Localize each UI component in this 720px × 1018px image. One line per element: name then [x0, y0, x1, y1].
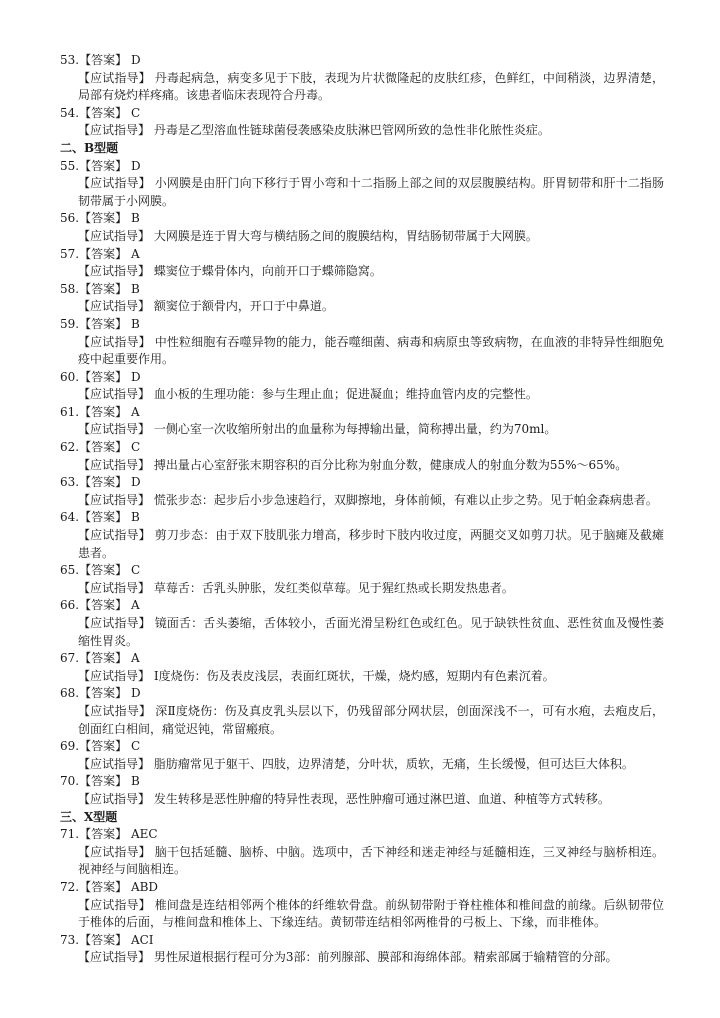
- guide-text: 脂肪瘤常见于躯干、四肢，边界清楚，分叶状，质软，无痛，生长缓慢，但可达巨大体积。: [153, 756, 634, 771]
- question-entry: [60, 474, 664, 509]
- answer-line: [60, 650, 664, 668]
- answer-label: 【答案】: [79, 404, 128, 419]
- answer-line: [60, 932, 664, 950]
- guide-line: [60, 756, 664, 774]
- guide-line: [60, 668, 664, 686]
- answer-label: 【答案】: [79, 53, 128, 67]
- question-entry: [60, 597, 664, 650]
- answer-label: 【答案】: [79, 158, 128, 173]
- question-entry: [60, 316, 664, 369]
- question-entry: [60, 879, 664, 932]
- answer-line: [60, 105, 664, 123]
- answer-label: 【答案】: [79, 686, 128, 701]
- answer-line: [60, 246, 664, 264]
- answer-line: [60, 404, 664, 422]
- answer-label: 【答案】: [79, 475, 128, 490]
- answer-line: [60, 439, 664, 457]
- answer-line: [60, 773, 664, 791]
- question-number: 63.: [60, 475, 80, 490]
- guide-label: 【应试指导】: [78, 791, 151, 806]
- answer-line: [60, 826, 664, 844]
- guide-text: 发生转移是恶性肿瘤的特异性表现，恶性肿瘤可通过淋巴道、血道、种植等方式转移。: [153, 791, 610, 806]
- question-entry: [60, 439, 664, 474]
- question-entry: [60, 105, 664, 140]
- guide-line: [60, 527, 664, 562]
- question-number: 53.: [60, 53, 80, 67]
- guide-label: 【应试指导】: [78, 176, 151, 191]
- guide-label: 【应试指导】: [78, 528, 151, 543]
- guide-line: [60, 580, 664, 598]
- answer-value: B: [130, 281, 140, 296]
- answer-value: ABD: [130, 879, 159, 894]
- guide-line: [60, 175, 664, 210]
- question-number: 65.: [60, 563, 80, 578]
- guide-text: 深Ⅱ度烧伤：伤及真皮乳头层以下，仍残留部分网状层，创面深浅不一，可有水疱，去疱皮后，创面红白相间，痛觉迟钝，常留瘢痕。: [78, 703, 664, 736]
- question-entry: [60, 826, 664, 879]
- answer-value: A: [130, 598, 140, 613]
- guide-text: 额窦位于额骨内，开口于中鼻道。: [153, 299, 334, 314]
- guide-line: [60, 897, 664, 932]
- answer-line: [60, 685, 664, 703]
- guide-label: 【应试指导】: [78, 580, 151, 595]
- question-entry: [60, 404, 664, 439]
- answer-value: B: [130, 510, 140, 525]
- guide-label: 【应试指导】: [78, 616, 151, 630]
- question-number: 59.: [60, 316, 80, 331]
- guide-label: 【应试指导】: [78, 123, 151, 138]
- question-number: 69.: [60, 739, 80, 754]
- answer-line: [60, 562, 664, 580]
- guide-label: 【应试指导】: [78, 756, 151, 771]
- answer-label: 【答案】: [79, 281, 128, 296]
- question-entry: [60, 562, 664, 597]
- question-number: 54.: [60, 105, 80, 120]
- answer-label: 【答案】: [79, 827, 128, 842]
- guide-text: 椎间盘是连结相邻两个椎体的纤维软骨盘。前纵韧带附于脊柱椎体和椎间盘的前缘。后纵韧带位于椎体的后面，与椎间盘和椎体上、下缘连结。黄韧带连结相邻两椎骨的弓板上、下缘，而非椎体。: [78, 897, 664, 930]
- guide-text: 血小板的生理功能：参与生理止血；促进凝血；维持血管内皮的完整性。: [153, 387, 538, 402]
- answer-label: 【答案】: [79, 879, 128, 894]
- answer-label: 【答案】: [79, 211, 128, 226]
- answer-label: 【答案】: [79, 739, 128, 754]
- question-number: 57.: [60, 246, 80, 261]
- answer-value: C: [130, 105, 141, 120]
- guide-text: Ⅰ度烧伤：伤及表皮浅层，表面红斑状，干燥，烧灼感，短期内有色素沉着。: [153, 668, 555, 683]
- guide-label: 【应试指导】: [78, 668, 151, 683]
- answer-value: D: [130, 686, 141, 701]
- answer-value: AEC: [130, 827, 158, 842]
- guide-line: [60, 122, 664, 140]
- guide-line: [60, 791, 664, 809]
- question-entry: [60, 52, 664, 105]
- answer-line: [60, 316, 664, 334]
- answer-line: [60, 509, 664, 527]
- guide-text: 男性尿道根据行程可分为3部：前列腺部、膜部和海绵体部。精索部属于输精管的分部。: [153, 950, 618, 965]
- guide-line: [60, 263, 664, 281]
- question-number: 55.: [60, 158, 80, 173]
- question-number: 66.: [60, 598, 80, 613]
- answer-label: 【答案】: [79, 563, 128, 578]
- question-entry: [60, 158, 664, 211]
- guide-label: 【应试指导】: [78, 422, 151, 437]
- answer-value: B: [130, 211, 140, 226]
- guide-line: [60, 386, 664, 404]
- answer-line: [60, 210, 664, 228]
- answer-line: [60, 879, 664, 897]
- answer-line: [60, 597, 664, 615]
- question-entry: [60, 509, 664, 562]
- guide-label: 【应试指导】: [78, 228, 151, 243]
- question-number: 71.: [60, 827, 80, 842]
- question-number: 64.: [60, 510, 80, 525]
- guide-label: 【应试指导】: [78, 950, 151, 965]
- answer-value: C: [130, 563, 141, 578]
- guide-text: 草莓舌：舌乳头肿胀，发红类似草莓。见于猩红热或长期发热患者。: [153, 580, 514, 595]
- question-entry: [60, 650, 664, 685]
- question-number: 60.: [60, 369, 80, 384]
- section-heading: 二、B型题: [60, 140, 119, 155]
- guide-text: 中性粒细胞有吞噬异物的能力，能吞噬细菌、病毒和病原虫等致病物，在血液的非特异性细胞免疫中起重要作用。: [78, 334, 664, 367]
- answer-label: 【答案】: [79, 246, 128, 261]
- answer-value: A: [130, 246, 140, 261]
- guide-label: 【应试指导】: [78, 492, 151, 507]
- answer-label: 【答案】: [79, 316, 128, 331]
- guide-label: 【应试指导】: [78, 844, 151, 859]
- guide-text: 大网膜是连于胃大弯与横结肠之间的腹膜结构，胃结肠韧带属于大网膜。: [153, 228, 538, 243]
- answer-value: B: [130, 316, 140, 331]
- answer-label: 【答案】: [79, 369, 128, 384]
- guide-text: 脑干包括延髓、脑桥、中脑。选项中，舌下神经和迷走神经与延髓相连，三叉神经与脑桥相连。视神经与间脑相连。: [78, 844, 664, 877]
- answer-value: C: [130, 739, 141, 754]
- guide-text: 镜面舌：舌头萎缩，舌体较小，舌面光滑呈粉红色或红色。见于缺铁性贫血、恶性贫血及慢性萎缩性胃炎。: [78, 616, 664, 648]
- guide-line: [60, 457, 664, 475]
- guide-label: 【应试指导】: [78, 387, 151, 402]
- question-number: 68.: [60, 686, 80, 701]
- question-number: 67.: [60, 651, 80, 666]
- guide-text: 一侧心室一次收缩所射出的血量称为每搏输出量，简称搏出量，约为70ml。: [153, 422, 557, 437]
- answer-value: B: [130, 774, 140, 789]
- guide-label: 【应试指导】: [78, 299, 151, 314]
- guide-line: [60, 844, 664, 879]
- question-number: 73.: [60, 932, 80, 947]
- question-entry: [60, 685, 664, 738]
- answer-label: 【答案】: [79, 105, 128, 120]
- answer-line: [60, 52, 664, 70]
- answer-line: [60, 158, 664, 176]
- guide-text: 小网膜是由肝门向下移行于胃小弯和十二指肠上部之间的双层腹膜结构。肝胃韧带和肝十二指肠韧带属于小网膜。: [78, 176, 664, 208]
- answer-value: A: [130, 404, 140, 419]
- guide-line: [60, 703, 664, 738]
- guide-label: 【应试指导】: [78, 264, 151, 279]
- answer-label: 【答案】: [79, 440, 128, 455]
- question-number: 56.: [60, 211, 80, 226]
- guide-line: [60, 70, 664, 105]
- question-number: 62.: [60, 440, 80, 455]
- answer-line: [60, 281, 664, 299]
- answer-label: 【答案】: [79, 598, 128, 613]
- guide-line: [60, 615, 664, 650]
- question-entry: [60, 246, 664, 281]
- answer-value: ACI: [130, 932, 154, 947]
- answer-value: A: [130, 651, 140, 666]
- guide-line: [60, 492, 664, 510]
- answer-value: D: [130, 158, 141, 173]
- guide-label: 【应试指导】: [78, 70, 151, 85]
- answer-label: 【答案】: [79, 774, 128, 789]
- guide-text: 蝶窦位于蝶骨体内，向前开口于蝶筛隐窝。: [153, 264, 382, 279]
- guide-line: [60, 228, 664, 246]
- section-heading: 三、X型题: [60, 809, 118, 824]
- guide-label: 【应试指导】: [78, 703, 152, 718]
- guide-line: [60, 949, 664, 967]
- answer-value: D: [130, 53, 141, 67]
- question-number: 72.: [60, 879, 80, 894]
- answer-label: 【答案】: [79, 651, 128, 666]
- guide-text: 剪刀步态：由于双下肢肌张力增高，移步时下肢内收过度，两腿交叉如剪刀状。见于脑瘫及截瘫患者。: [78, 528, 664, 560]
- guide-text: 丹毒是乙型溶血性链球菌侵袭感染皮肤淋巴管网所致的急性非化脓性炎症。: [153, 123, 550, 138]
- question-entry: [60, 210, 664, 245]
- answer-value: D: [130, 475, 141, 490]
- answer-line: [60, 369, 664, 387]
- answer-label: 【答案】: [79, 932, 128, 947]
- question-number: 58.: [60, 281, 80, 296]
- guide-text: 丹毒起病急，病变多见于下肢，表现为片状微隆起的皮肤红疹，色鲜红，中间稍淡，边界清楚，局部有烧灼样疼痛。该患者临床表现符合丹毒。: [78, 70, 664, 103]
- question-number: 70.: [60, 774, 80, 789]
- guide-line: [60, 421, 664, 439]
- guide-text: 搏出量占心室舒张末期容积的百分比称为射血分数，健康成人的射血分数为55%～65%。: [153, 457, 628, 472]
- question-entry: [60, 773, 664, 808]
- guide-label: 【应试指导】: [78, 334, 151, 349]
- answer-label: 【答案】: [79, 510, 128, 525]
- question-entry: [60, 281, 664, 316]
- guide-line: [60, 334, 664, 369]
- answer-value: D: [130, 369, 141, 384]
- guide-line: [60, 298, 664, 316]
- question-entry: [60, 932, 664, 967]
- question-entry: [60, 369, 664, 404]
- guide-text: 慌张步态：起步后小步急速趋行，双脚擦地，身体前倾，有难以止步之势。见于帕金森病患者。: [153, 492, 658, 507]
- answer-value: C: [130, 440, 141, 455]
- question-number: 61.: [60, 404, 80, 419]
- question-entry: [60, 738, 664, 773]
- guide-label: 【应试指导】: [78, 897, 151, 912]
- answer-line: [60, 738, 664, 756]
- answer-line: [60, 474, 664, 492]
- guide-label: 【应试指导】: [78, 457, 151, 472]
